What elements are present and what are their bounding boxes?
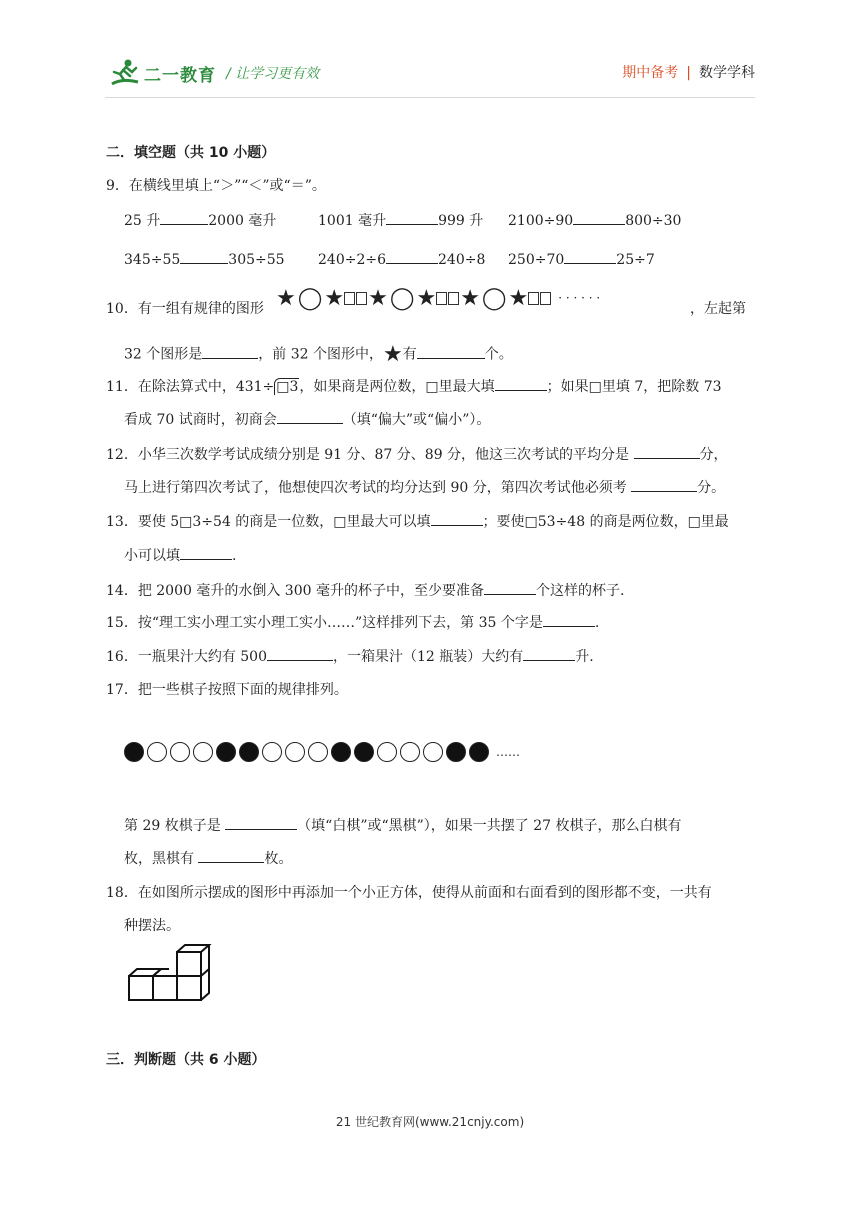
answer-blank[interactable]	[386, 210, 438, 225]
square-icon	[448, 292, 459, 305]
star-icon: ★	[276, 285, 296, 311]
chess-pieces-row	[124, 742, 520, 762]
q11-text: 11．在除法算式中，431÷	[106, 379, 275, 395]
q10-pattern	[276, 286, 600, 310]
q12-text: 分，	[699, 447, 728, 463]
q17-text: 枚，黑棋有	[124, 851, 194, 867]
q13-line2	[124, 545, 236, 565]
q10-text: 个。	[484, 346, 513, 363]
answer-blank[interactable]	[484, 580, 536, 595]
black-piece-icon	[446, 742, 466, 762]
white-piece-icon	[377, 742, 397, 762]
q17-text: 第 29 枚棋子是	[124, 818, 221, 834]
q9-left: 25 升	[124, 213, 161, 229]
q15	[106, 612, 599, 632]
q9-item-1-2	[318, 210, 483, 230]
black-piece-icon	[331, 742, 351, 762]
answer-blank[interactable]	[225, 815, 297, 830]
q11-text: （填“偏大”或“偏小”）。	[342, 412, 491, 428]
q9-left: 240÷2÷6	[318, 252, 386, 268]
answer-blank[interactable]	[180, 545, 232, 560]
q9-left: 2100÷90	[508, 213, 574, 229]
q10-text: 32 个图形是	[124, 346, 203, 363]
star-icon: ★	[460, 285, 480, 311]
q10-line1	[106, 298, 264, 318]
cube-figure-svg	[126, 944, 216, 1004]
q13-line1	[106, 511, 729, 531]
q9-right: 240÷8	[438, 252, 486, 268]
q10-line2	[124, 342, 513, 367]
q9-item-2-1	[124, 249, 285, 268]
chess-pieces	[124, 742, 492, 762]
q17-text: 枚。	[264, 851, 293, 867]
q16-text: ，一箱果汁（12 瓶装）大约有	[333, 649, 524, 665]
answer-blank[interactable]	[523, 646, 575, 661]
pieces-ellipsis: ……	[496, 745, 520, 759]
q18-line1: 18．在如图所示摆成的图形中再添加一个小正方体，使得从前面和右面看到的图形都不变，一共有	[106, 885, 712, 901]
q12-line2	[124, 477, 725, 497]
q14-text: 个这样的杯子.	[535, 583, 625, 599]
runner-logo-icon	[108, 58, 140, 88]
star-icon: ★	[508, 285, 529, 311]
subject-label: 数学学科	[699, 65, 755, 81]
q12-text: 分。	[697, 480, 726, 496]
white-piece-icon	[285, 742, 305, 762]
white-piece-icon	[262, 742, 282, 762]
square-icon	[436, 292, 447, 305]
answer-blank[interactable]	[417, 344, 485, 359]
cube-figure	[126, 944, 216, 1008]
q9-item-2-2	[318, 249, 485, 268]
answer-blank[interactable]	[202, 344, 258, 359]
answer-blank[interactable]	[573, 210, 625, 225]
circle-icon: ◯	[481, 285, 507, 311]
exam-tag: 期中备考	[622, 65, 679, 81]
header-separator: |	[686, 65, 691, 81]
q9-item-1-1	[124, 210, 276, 230]
q15-text: .	[594, 615, 600, 631]
square-icon	[540, 292, 551, 305]
section-title-judge: 三．判断题（共 6 小题）	[106, 1052, 266, 1068]
q9-left: 345÷55	[124, 252, 181, 268]
q12-text: 12．小华三次数学考试成绩分别是 91 分、87 分、89 分，他这三次考试的平均分是	[106, 447, 630, 463]
header-right	[622, 62, 755, 82]
division-divisor: □3	[276, 379, 299, 395]
answer-blank[interactable]	[386, 249, 438, 264]
black-piece-icon	[124, 742, 144, 762]
circle-icon: ◯	[297, 285, 323, 311]
star-icon: ★	[324, 285, 345, 311]
section-title-fill: 二．填空题（共 10 小题）	[106, 145, 276, 161]
logo	[108, 55, 216, 91]
q9-item-2-3	[508, 249, 655, 268]
answer-blank[interactable]	[267, 646, 333, 661]
square-icon	[344, 292, 355, 305]
answer-blank[interactable]	[543, 612, 595, 627]
q15-text: 15．按“理工实小理工实小理工实小……”这样排列下去，第 35 个字是	[106, 615, 543, 631]
answer-blank[interactable]	[277, 409, 343, 424]
q13-text: .	[232, 548, 237, 564]
white-piece-icon	[423, 742, 443, 762]
q10-text: ，前 32 个图形中，	[258, 346, 383, 363]
q16-text: 升.	[575, 649, 594, 665]
star-icon: ★	[416, 285, 437, 311]
q9-right: 25÷7	[616, 252, 655, 268]
white-piece-icon	[193, 742, 213, 762]
q11-text: ，如果商是两位数，□里最大填	[299, 379, 495, 395]
q9-right: 305÷55	[228, 252, 285, 268]
star-icon: ★	[382, 342, 403, 367]
q11-line1	[106, 376, 722, 396]
q13-text: 13．要使 5□3÷54 的商是一位数，□里最大可以填	[106, 514, 431, 530]
q13-text: 小可以填	[124, 548, 180, 564]
q9-item-1-3	[508, 210, 681, 229]
answer-blank[interactable]	[634, 444, 700, 459]
answer-blank[interactable]	[180, 249, 228, 264]
q17-line1	[124, 815, 682, 835]
q10-line1-end: ，左起第	[690, 301, 746, 317]
q16	[106, 646, 594, 666]
q17-stem: 17．把一些棋子按照下面的规律排列。	[106, 682, 348, 698]
q16-text: 16．一瓶果汁大约有 500	[106, 649, 267, 665]
pattern-ellipsis: · · · · · ·	[558, 291, 601, 305]
answer-blank[interactable]	[564, 249, 616, 264]
answer-blank[interactable]	[631, 477, 697, 492]
logo-text: 二一教育	[144, 65, 216, 86]
circle-icon: ◯	[389, 285, 415, 311]
q10-text: 有	[402, 346, 417, 363]
slogan: / 让学习更有效	[226, 66, 320, 82]
answer-blank[interactable]	[198, 848, 264, 863]
q9-left: 1001 毫升	[318, 213, 387, 229]
q18-line2: 种摆法。	[124, 918, 180, 934]
header-divider	[105, 97, 755, 98]
black-piece-icon	[216, 742, 236, 762]
q9-right: 2000 毫升	[208, 213, 277, 229]
white-piece-icon	[147, 742, 167, 762]
q9-left: 250÷70	[508, 252, 565, 268]
q14	[106, 580, 624, 600]
q17-line2	[124, 848, 292, 868]
q9-right: 999 升	[438, 213, 484, 229]
answer-blank[interactable]	[495, 376, 547, 391]
square-icon	[528, 292, 539, 305]
footer-source: 21 世纪教育网(www.21cnjy.com)	[335, 1115, 525, 1129]
q14-text: 14．把 2000 毫升的水倒入 300 毫升的杯子中，至少要准备	[106, 583, 484, 599]
q11-text: 看成 70 试商时，初商会	[124, 412, 277, 428]
square-icon	[356, 292, 367, 305]
q12-line1	[106, 444, 728, 464]
black-piece-icon	[469, 742, 489, 762]
q10-text: 10．有一组有规律的图形	[106, 301, 264, 317]
answer-blank[interactable]	[160, 210, 208, 225]
white-piece-icon	[170, 742, 190, 762]
q9-right: 800÷30	[625, 213, 682, 229]
q13-text: ；要使□53÷48 的商是两位数，□里最	[482, 514, 729, 530]
q12-text: 马上进行第四次考试了，他想使四次考试的均分达到 90 分，第四次考试他必须考	[124, 480, 627, 496]
q11-line2	[124, 409, 490, 429]
black-piece-icon	[239, 742, 259, 762]
q11-text: ；如果□里填 7，把除数 73	[546, 379, 722, 395]
black-piece-icon	[354, 742, 374, 762]
white-piece-icon	[400, 742, 420, 762]
q17-text: （填“白棋”或“黑棋”），如果一共摆了 27 枚棋子，那么白棋有	[297, 818, 682, 834]
white-piece-icon	[308, 742, 328, 762]
q9-stem: 9．在横线里填上“＞”“＜”或“＝”。	[106, 178, 326, 194]
star-icon: ★	[368, 285, 388, 311]
answer-blank[interactable]	[431, 511, 483, 526]
